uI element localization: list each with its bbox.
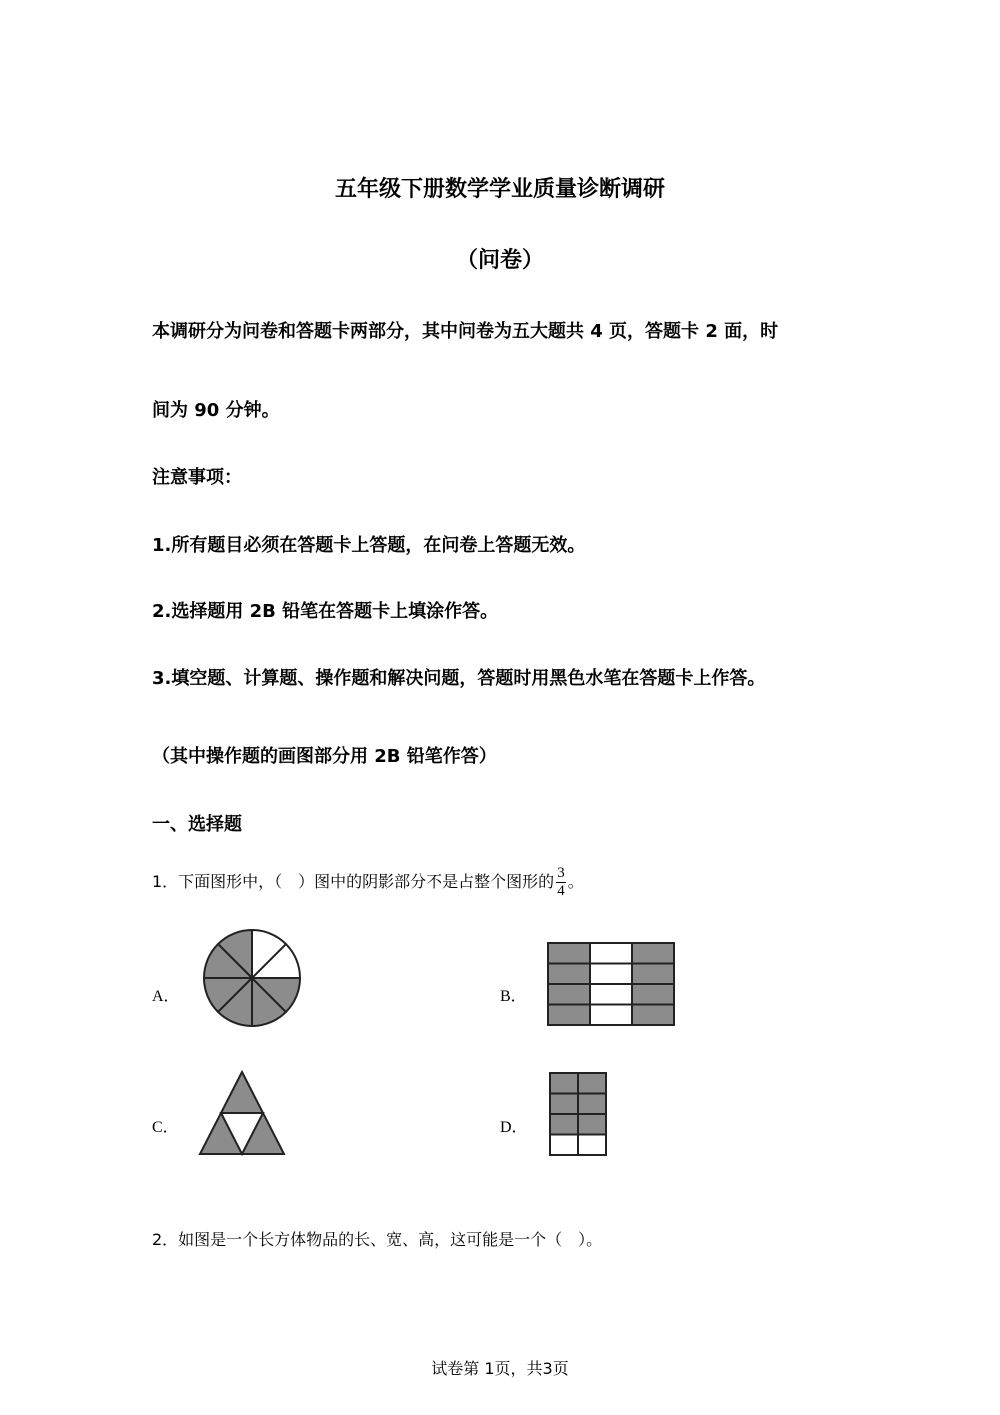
fraction-three-quarters: [556, 865, 566, 900]
question-1: [152, 860, 584, 904]
notice-item-2: 2.选择题用 2B 铅笔在答题卡上填涂作答。: [152, 601, 499, 622]
option-a-label: A．: [152, 988, 180, 1005]
option-c-label: C．: [152, 1119, 179, 1136]
question-2: 2．如图是一个长方体物品的长、宽、高，这可能是一个（ ）。: [152, 1230, 603, 1249]
fraction-denominator: 4: [557, 883, 565, 899]
option-b-label: B．: [500, 988, 527, 1005]
intro-line-1: 本调研分为问卷和答题卡两部分，其中问卷为五大题共 4 页，答题卡 2 面，时: [152, 321, 779, 342]
notice-note: （其中操作题的画图部分用 2B 铅笔作答）: [152, 746, 497, 767]
section-heading-choice: 一、选择题: [152, 814, 242, 835]
question-1-end: 。: [567, 872, 584, 891]
page-footer: 试卷第 1页，共3页: [431, 1359, 569, 1378]
notice-item-1: 1.所有题目必须在答题卡上答题，在问卷上答题无效。: [152, 535, 586, 556]
option-c-triangle-figure: [198, 1070, 288, 1156]
fraction-numerator: 3: [557, 865, 565, 881]
option-a-circle-figure: [201, 927, 303, 1029]
page-subtitle: （问卷）: [455, 248, 544, 273]
question-1-text: 1．下面图形中，（ ）图中的阴影部分不是占整个图形的: [152, 872, 555, 891]
notice-item-3: 3.填空题、计算题、操作题和解决问题，答题时用黑色水笔在答题卡上作答。: [152, 668, 766, 689]
option-d-label: D．: [500, 1119, 528, 1136]
option-b-grid-figure: [547, 942, 675, 1026]
page-title: 五年级下册数学学业质量诊断调研: [334, 177, 665, 202]
notice-heading: 注意事项：: [152, 467, 242, 488]
intro-line-2: 间为 90 分钟。: [152, 400, 280, 421]
option-d-grid-figure: [549, 1072, 607, 1156]
